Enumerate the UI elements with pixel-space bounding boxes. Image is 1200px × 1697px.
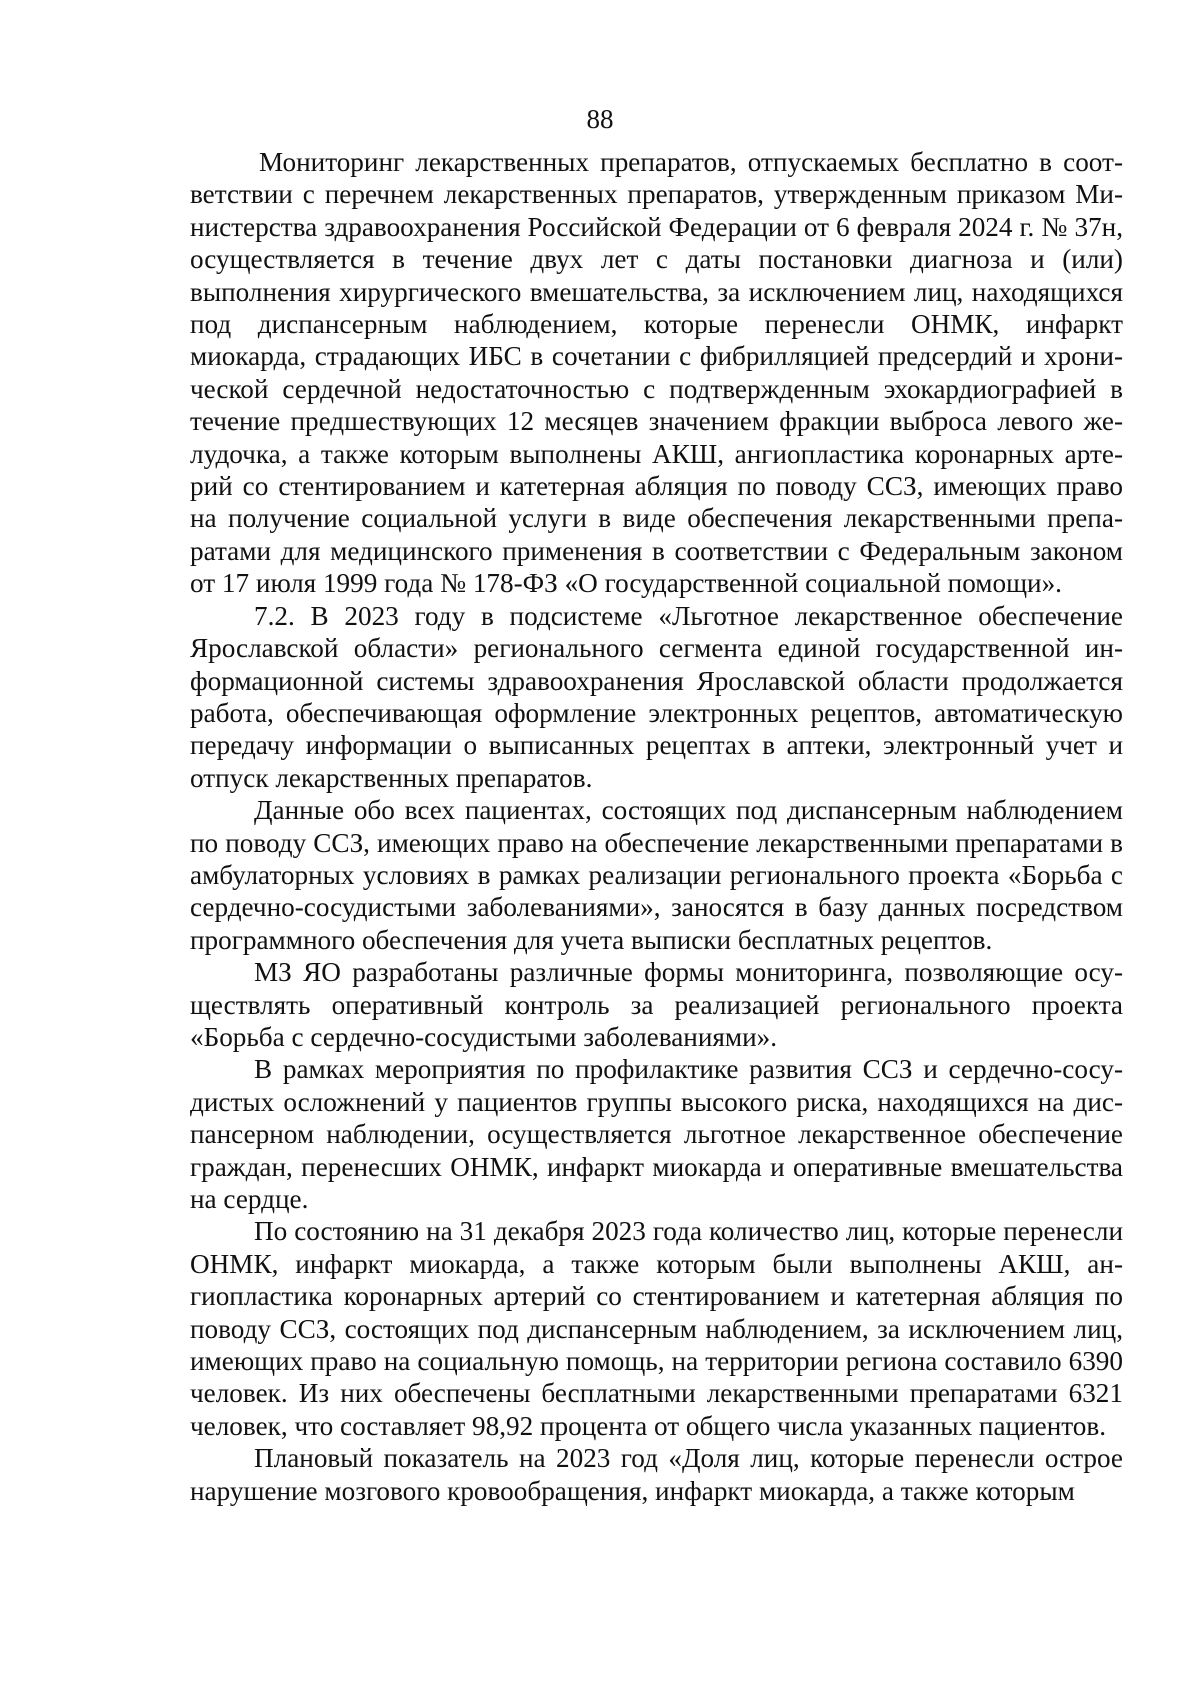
paragraph-statistics-2023: По состоянию на 31 декабря 2023 года количество лиц, которые перенесли ОНМК, инфаркт миокарда, а также которым были выполнены АКШ, ангиопластика коронарных артерий со стентированием и катетерная абляция по поводу ССЗ, состоящих под диспансерным наблюдением, за исключением лиц, имеющих право на социальную помощь, на территории региона составило 6390 человек. Из них обеспечены бесплатными лекарственными препаратами 6321 человек, что составляет 98,92 процента от общего числа указанных пациентов. <box>190 1216 1123 1441</box>
paragraph-drug-monitoring: Мониторинг лекарственных препаратов, отпускаемых бесплатно в соответствии с перечнем лекарственных препаратов, утвержденным приказом Министерства здравоохранения Российской Федерации от 6 февраля 2024 г. № 37н, осуществляется в течение двух лет с даты постановки диагноза и (или) выполнения хирургического вмешательства, за исключением лиц, находящихся под диспансерным наблюдением, которые перенесли ОНМК, инфаркт миокарда, страдающих ИБС в сочетании с фибрилляцией предсердий и хронической сердечной недостаточностью с подтвержденным эхокардиографией в течение предшествующих 12 месяцев значением фракции выброса левого желудочка, а также которым выполнены АКШ, ангиопластика коронарных артерий со стентированием и катетерная абляция по поводу ССЗ, имеющих право на получение социальной услуги в виде обеспечения лекарственными препаратами для медицинского применения в соответствии с Федеральным законом от 17 июля 1999 года № 178-ФЗ «О государственной социальной помощи». <box>190 147 1123 599</box>
paragraph-planned-indicator: Плановый показатель на 2023 год «Доля лиц, которые перенесли острое нарушение мозгового кровообращения, инфаркт миокарда, а также которым <box>190 1443 1123 1506</box>
paragraph-section-7-2: 7.2. В 2023 году в подсистеме «Льготное лекарственное обеспечение Ярославской области» регионального сегмента единой государственной информационной системы здравоохранения Ярославской области продолжается работа, обеспечивающая оформление электронных рецептов, автоматическую передачу информации о выписанных рецептах в аптеки, электронный учет и отпуск лекарственных препаратов. <box>190 600 1123 793</box>
page-number: 88 <box>586 104 614 134</box>
paragraph-patient-data: Данные обо всех пациентах, состоящих под диспансерным наблюдением по поводу ССЗ, имеющих право на обеспечение лекарственными препаратами в амбулаторных условиях в рамках реализации регионального проекта «Борьба с сердечно-сосудистыми заболеваниями», заносятся в базу данных посредством программного обеспечения для учета выписки бесплатных рецептов. <box>190 795 1123 955</box>
paragraph-monitoring-forms: МЗ ЯО разработаны различные формы мониторинга, позволяющие осуществлять оперативный контроль за реализацией регионального проекта «Борьба с сердечно-сосудистыми заболеваниями». <box>190 957 1123 1052</box>
document-body <box>190 146 1123 1507</box>
paragraph-prevention-measures: В рамках мероприятия по профилактике развития ССЗ и сердечно-сосудистых осложнений у пациентов группы высокого риска, находящихся на диспансерном наблюдении, осуществляется льготное лекарственное обеспечение граждан, перенесших ОНМК, инфаркт миокарда и оперативные вмешательства на сердце. <box>190 1054 1123 1214</box>
